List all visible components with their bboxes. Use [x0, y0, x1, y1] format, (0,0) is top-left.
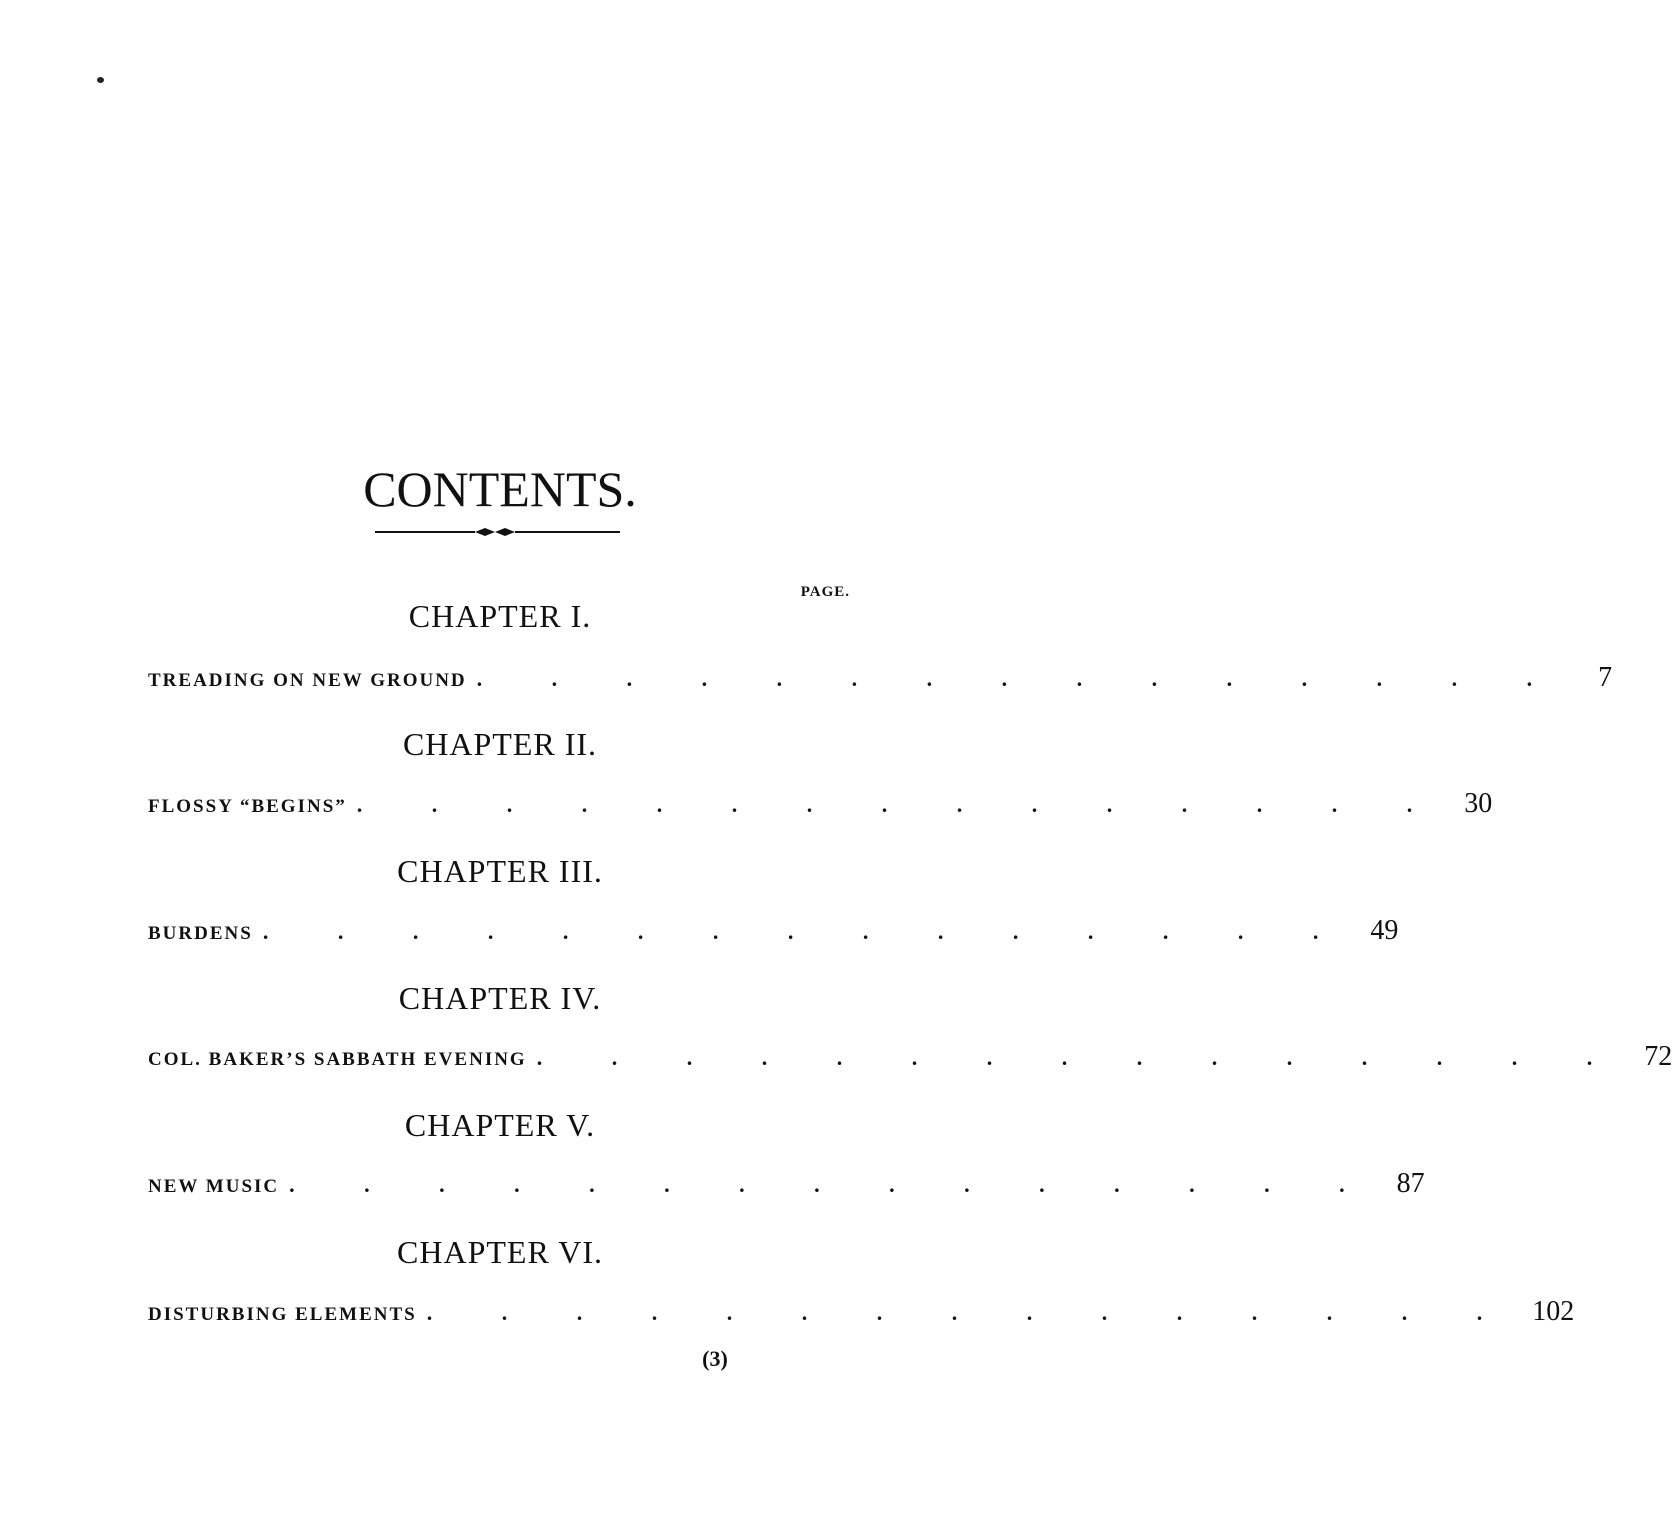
toc-entry[interactable]	[148, 1168, 1425, 1204]
toc-entry-title: COL. BAKER’S SABBATH EVENING	[148, 1049, 527, 1070]
chapter-heading: CHAPTER I.	[408, 598, 592, 634]
ink-speck	[97, 77, 104, 83]
page-title: CONTENTS.	[363, 460, 637, 517]
dot-leader: . . . . . . . . . . . . . . .	[262, 919, 1351, 944]
toc-entry-title: DISTURBING ELEMENTS	[148, 1304, 417, 1325]
dot-leader: . . . . . . . . . . . . . . .	[536, 1045, 1625, 1070]
toc-entry[interactable]	[148, 662, 1613, 698]
toc-entry[interactable]	[148, 1296, 1575, 1332]
chapter-heading: CHAPTER VI.	[397, 1234, 603, 1270]
toc-entry-page: 49	[1370, 915, 1399, 946]
toc-entry-page: 102	[1532, 1296, 1575, 1327]
dot-leader: . . . . . . . . . . . . . . .	[289, 1172, 1377, 1197]
dot-leader: . . . . . . . . . . . . . . .	[476, 666, 1565, 691]
dot-leader: . . . . . . . . . . . . . . .	[356, 792, 1445, 817]
chapter-heading: CHAPTER IV.	[398, 980, 602, 1016]
toc-entry-page: 72	[1644, 1041, 1672, 1072]
toc-entry[interactable]	[148, 788, 1493, 824]
toc-entry-page: 7	[1598, 662, 1613, 693]
page-number: (3)	[702, 1346, 728, 1371]
page-column-label: PAGE.	[800, 584, 850, 600]
toc-entry-title: FLOSSY “BEGINS”	[148, 796, 347, 817]
ornamental-rule-icon	[375, 522, 620, 542]
chapter-heading: CHAPTER V.	[404, 1107, 596, 1143]
toc-entry-page: 87	[1396, 1168, 1425, 1199]
chapter-heading: CHAPTER II.	[402, 726, 598, 762]
toc-entry-title: BURDENS	[148, 923, 253, 944]
chapter-heading: CHAPTER III.	[397, 853, 603, 889]
toc-entry-page: 30	[1464, 788, 1493, 819]
toc-entry-title: NEW MUSIC	[148, 1176, 280, 1197]
toc-entry-title: TREADING ON NEW GROUND	[148, 670, 467, 691]
dot-leader: . . . . . . . . . . . . . . .	[426, 1300, 1515, 1325]
toc-entry[interactable]	[148, 915, 1399, 951]
toc-entry[interactable]	[148, 1041, 1672, 1077]
